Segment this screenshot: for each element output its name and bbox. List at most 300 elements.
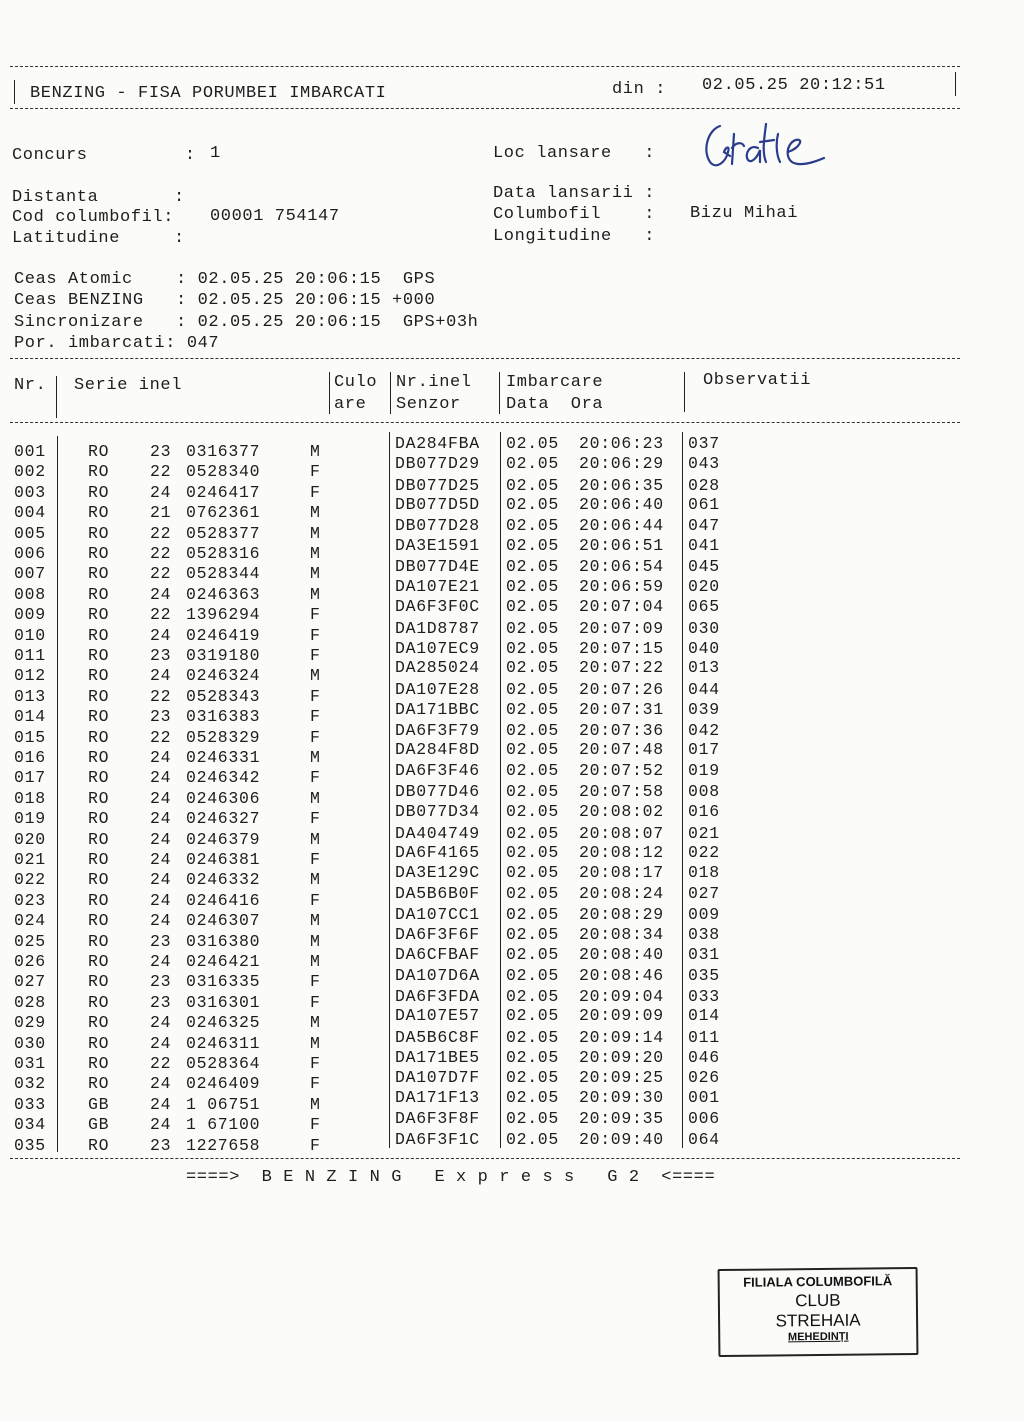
cell-sex: M (310, 1013, 321, 1033)
cell-sex: F (310, 625, 321, 645)
cell-tara: GB (88, 1094, 110, 1114)
cell-ora: 20:08:24 (579, 883, 664, 903)
cell-an: 23 (150, 442, 172, 461)
cell-ora: 20:08:07 (579, 823, 664, 843)
cell-nr: 014 (14, 707, 46, 727)
concurs-value: 1 (210, 144, 221, 163)
cell-senzor: DA107E21 (395, 576, 480, 596)
loc-lansare-label: Loc lansare : (493, 144, 656, 163)
cell-senzor: DA284F8D (395, 740, 480, 759)
cell-ora: 20:08:02 (579, 802, 664, 822)
cell-tara: RO (88, 646, 110, 665)
cell-tara: RO (88, 1033, 110, 1053)
cod-columbofil-value: 00001 754147 (210, 207, 340, 226)
cell-senzor: DA107E28 (395, 679, 480, 699)
cell-obs: 065 (688, 597, 720, 617)
cell-inel: 0246331 (186, 748, 261, 767)
cell-sex: F (310, 992, 321, 1012)
cell-sex: F (310, 1135, 321, 1155)
cell-ora: 20:07:31 (579, 700, 664, 720)
cell-data: 02.05 (506, 720, 560, 740)
cell-senzor: DA107CC1 (395, 905, 480, 925)
cell-nr: 028 (14, 992, 46, 1012)
cell-senzor: DA107E57 (395, 1006, 480, 1026)
cell-inel: 0316383 (186, 707, 261, 727)
cell-nr: 012 (14, 666, 46, 686)
cell-ora: 20:08:46 (579, 966, 664, 986)
cell-tara: RO (88, 992, 110, 1012)
cell-an: 24 (150, 768, 172, 788)
cell-senzor: DA6F3F1C (395, 1129, 480, 1149)
cell-nr: 019 (14, 809, 46, 829)
cell-sex: F (310, 850, 321, 869)
cell-ora: 20:09:20 (579, 1048, 664, 1067)
cell-obs: 047 (688, 515, 720, 535)
cell-sex: M (310, 523, 321, 543)
cell-tara: RO (88, 788, 110, 808)
cell-sex: M (310, 952, 321, 971)
cell-inel: 1227658 (186, 1135, 261, 1155)
cell-ora: 20:06:35 (579, 475, 664, 495)
cell-inel: 0316301 (186, 992, 261, 1012)
benzing-express-banner: ====> B E N Z I N G E x p r e s s G 2 <==== (186, 1168, 716, 1187)
cell-tara: RO (88, 1013, 110, 1033)
din-label: din : (612, 80, 667, 99)
cell-sex: M (310, 1033, 321, 1053)
cell-tara: GB (88, 1115, 110, 1135)
porumbei-imbarcati: Por. imbarcati: 047 (14, 334, 220, 353)
cell-nr: 009 (14, 605, 46, 625)
cell-inel: 0246306 (186, 788, 261, 808)
cell-senzor: DA3E129C (395, 863, 480, 883)
handwritten-loc-lansare (700, 112, 830, 174)
cell-nr: 024 (14, 911, 46, 931)
cell-an: 23 (150, 1135, 172, 1155)
header-bottom-rule (10, 108, 960, 109)
cell-inel: 0246307 (186, 911, 261, 931)
cell-an: 24 (150, 890, 172, 910)
cell-an: 24 (150, 1074, 172, 1094)
cell-obs: 064 (688, 1129, 720, 1149)
cell-senzor: DA107EC9 (395, 639, 480, 658)
header-left-bar (14, 80, 15, 104)
cell-inel: 0246379 (186, 829, 261, 849)
cell-obs: 011 (688, 1027, 720, 1047)
cell-data: 02.05 (506, 740, 560, 759)
stamp-line-3: STREHAIA (775, 1310, 861, 1331)
print-datetime: 02.05.25 20:12:51 (702, 76, 886, 95)
cell-tara: RO (88, 503, 110, 523)
cell-an: 22 (150, 686, 172, 706)
cell-data: 02.05 (506, 761, 560, 781)
col-data-ora: Data Ora (506, 395, 604, 414)
cell-senzor: DA5B6B0F (395, 883, 480, 903)
cell-tara: RO (88, 829, 110, 849)
cell-an: 23 (150, 646, 172, 665)
cell-inel: 0246421 (186, 952, 261, 971)
cell-data: 02.05 (506, 475, 560, 495)
cell-data: 02.05 (506, 658, 560, 678)
cell-nr: 003 (14, 482, 46, 502)
cell-obs: 043 (688, 454, 720, 474)
cell-sex: M (310, 1094, 321, 1114)
col-divider-nr (56, 376, 57, 418)
cell-tara: RO (88, 972, 110, 992)
cell-data: 02.05 (506, 1109, 560, 1129)
col-divider-nrinel (499, 372, 500, 414)
cell-data: 02.05 (506, 639, 560, 658)
table-top-rule (10, 358, 960, 359)
cell-an: 22 (150, 564, 172, 584)
cell-ora: 20:08:17 (579, 863, 664, 883)
cell-sex: F (310, 1054, 321, 1073)
club-stamp (718, 1267, 919, 1357)
cell-senzor: DA171F13 (395, 1087, 480, 1107)
cell-obs: 061 (688, 495, 720, 515)
cell-nr: 025 (14, 931, 46, 951)
cell-senzor: DB077D25 (395, 475, 480, 495)
cell-senzor: DA171BE5 (395, 1048, 480, 1067)
cell-data: 02.05 (506, 700, 560, 720)
cell-tara: RO (88, 523, 110, 543)
cell-nr: 018 (14, 788, 46, 808)
cell-tara: RO (88, 686, 110, 706)
cell-tara: RO (88, 809, 110, 829)
cell-sex: F (310, 972, 321, 992)
cell-ora: 20:08:34 (579, 924, 664, 944)
cell-obs: 031 (688, 945, 720, 964)
cell-data: 02.05 (506, 618, 560, 638)
cell-senzor: DA5B6C8F (395, 1027, 480, 1047)
col-nrinel-2: Senzor (396, 395, 461, 414)
cell-an: 24 (150, 829, 172, 849)
cell-data: 02.05 (506, 986, 560, 1006)
cell-an: 24 (150, 1013, 172, 1033)
cell-data: 02.05 (506, 966, 560, 986)
cell-nr: 005 (14, 523, 46, 543)
cell-nr: 002 (14, 462, 46, 482)
cell-nr: 011 (14, 646, 46, 665)
cell-sex: F (310, 1074, 321, 1094)
cell-sex: M (310, 748, 321, 767)
cell-nr: 007 (14, 564, 46, 584)
ceas-benzing: Ceas BENZING : 02.05.25 20:06:15 +000 (14, 291, 436, 310)
table-bottom-rule (10, 1158, 960, 1159)
cell-ora: 20:06:44 (579, 515, 664, 535)
cell-ora: 20:08:40 (579, 945, 664, 964)
cell-ora: 20:08:12 (579, 843, 664, 862)
cell-senzor: DA6F3F79 (395, 720, 480, 740)
cell-an: 23 (150, 707, 172, 727)
cell-tara: RO (88, 462, 110, 482)
cell-obs: 001 (688, 1087, 720, 1107)
cell-tara: RO (88, 890, 110, 910)
cell-inel: 0319180 (186, 646, 261, 665)
col-imbarcare: Imbarcare (506, 373, 604, 392)
cell-obs: 040 (688, 639, 720, 658)
cell-obs: 046 (688, 1048, 720, 1067)
cell-senzor: DA3E1591 (395, 536, 480, 555)
col-nrinel-1: Nr.inel (396, 373, 472, 392)
cell-an: 23 (150, 931, 172, 951)
cell-tara: RO (88, 748, 110, 767)
cell-data: 02.05 (506, 905, 560, 925)
cell-data: 02.05 (506, 679, 560, 699)
cell-nr: 030 (14, 1033, 46, 1053)
distanta-label: Distanta : (12, 188, 185, 207)
cell-obs: 016 (688, 802, 720, 822)
cell-inel: 0528364 (186, 1054, 261, 1073)
cell-data: 02.05 (506, 843, 560, 862)
cell-an: 21 (150, 503, 172, 523)
cell-obs: 030 (688, 618, 720, 638)
cell-ora: 20:08:29 (579, 905, 664, 925)
cell-an: 24 (150, 625, 172, 645)
cell-ora: 20:09:14 (579, 1027, 664, 1047)
cell-inel: 0316380 (186, 931, 261, 951)
cell-obs: 045 (688, 557, 720, 577)
cell-nr: 031 (14, 1054, 46, 1073)
cell-data: 02.05 (506, 434, 560, 453)
cell-nr: 029 (14, 1013, 46, 1033)
cell-an: 23 (150, 972, 172, 992)
col-serie-inel: Serie inel (74, 376, 183, 395)
cell-senzor: DB077D4E (395, 557, 480, 577)
cell-senzor: DA6F3FDA (395, 986, 480, 1006)
cell-obs: 038 (688, 924, 720, 944)
cell-obs: 027 (688, 883, 720, 903)
cell-an: 24 (150, 1115, 172, 1135)
cell-obs: 033 (688, 986, 720, 1006)
cell-tara: RO (88, 1135, 110, 1155)
concurs-label: Concurs : (12, 146, 196, 165)
cell-nr: 022 (14, 870, 46, 890)
cell-inel: 0246311 (186, 1033, 261, 1053)
cell-ora: 20:07:04 (579, 597, 664, 617)
cell-nr: 017 (14, 768, 46, 788)
cell-nr: 026 (14, 952, 46, 971)
cell-an: 24 (150, 788, 172, 808)
cell-senzor: DA284FBA (395, 434, 480, 453)
cell-tara: RO (88, 564, 110, 584)
cell-inel: 0246417 (186, 482, 261, 502)
cell-obs: 039 (688, 700, 720, 720)
cell-data: 02.05 (506, 863, 560, 883)
cell-an: 24 (150, 809, 172, 829)
cell-ora: 20:06:51 (579, 536, 664, 555)
cell-obs: 028 (688, 475, 720, 495)
document-title: BENZING - FISA PORUMBEI IMBARCATI (30, 84, 387, 103)
cell-inel: 0762361 (186, 503, 261, 523)
cell-sex: M (310, 666, 321, 686)
cell-an: 22 (150, 605, 172, 625)
cell-data: 02.05 (506, 515, 560, 535)
cell-senzor: DA6F3F0C (395, 597, 480, 617)
cell-nr: 034 (14, 1115, 46, 1135)
cell-nr: 033 (14, 1094, 46, 1114)
cell-obs: 022 (688, 843, 720, 862)
col-culoare-1: Culo (334, 373, 378, 392)
cell-sex: F (310, 890, 321, 910)
cell-inel: 0316377 (186, 442, 261, 461)
cell-sex: F (310, 462, 321, 482)
cell-an: 23 (150, 992, 172, 1012)
cell-inel: 0246419 (186, 625, 261, 645)
cell-data: 02.05 (506, 945, 560, 964)
cell-an: 24 (150, 870, 172, 890)
columbofil-label: Columbofil : (493, 205, 656, 224)
cell-inel: 0246332 (186, 870, 261, 890)
cell-ora: 20:07:48 (579, 740, 664, 759)
cell-inel: 0528340 (186, 462, 261, 482)
cell-data: 02.05 (506, 781, 560, 801)
cell-inel: 0246409 (186, 1074, 261, 1094)
cell-nr: 008 (14, 584, 46, 604)
table-header-rule (10, 422, 960, 423)
ceas-atomic: Ceas Atomic : 02.05.25 20:06:15 GPS (14, 270, 436, 289)
cell-obs: 037 (688, 434, 720, 453)
cell-inel: 1 06751 (186, 1094, 261, 1114)
cell-tara: RO (88, 482, 110, 502)
cell-data: 02.05 (506, 495, 560, 515)
cell-ora: 20:07:22 (579, 658, 664, 678)
cell-inel: 0528343 (186, 686, 261, 706)
cell-nr: 013 (14, 686, 46, 706)
cell-inel: 1 67100 (186, 1115, 261, 1135)
cell-obs: 041 (688, 536, 720, 555)
cell-inel: 0528329 (186, 727, 261, 747)
cell-ora: 20:07:36 (579, 720, 664, 740)
cell-inel: 0246327 (186, 809, 261, 829)
cell-nr: 032 (14, 1074, 46, 1094)
cell-obs: 008 (688, 781, 720, 801)
cell-senzor: DA6F3F6F (395, 924, 480, 944)
cell-an: 24 (150, 1094, 172, 1114)
cell-data: 02.05 (506, 576, 560, 596)
cell-data: 02.05 (506, 1048, 560, 1067)
col-culoare-2: are (334, 395, 367, 414)
cell-data: 02.05 (506, 597, 560, 617)
cell-ora: 20:06:40 (579, 495, 664, 515)
cell-tara: RO (88, 544, 110, 563)
cell-data: 02.05 (506, 802, 560, 822)
cell-ora: 20:06:59 (579, 576, 664, 596)
cell-ora: 20:07:58 (579, 781, 664, 801)
cell-ora: 20:09:04 (579, 986, 664, 1006)
cell-inel: 0528344 (186, 564, 261, 584)
cell-inel: 1396294 (186, 605, 261, 625)
cell-senzor: DA107D7F (395, 1068, 480, 1088)
cell-sex: M (310, 503, 321, 523)
cell-an: 24 (150, 748, 172, 767)
cell-ora: 20:07:09 (579, 618, 664, 638)
cell-an: 24 (150, 482, 172, 502)
cell-tara: RO (88, 727, 110, 747)
cell-nr: 035 (14, 1135, 46, 1155)
cell-sex: F (310, 1115, 321, 1135)
cell-obs: 014 (688, 1006, 720, 1026)
cell-senzor: DA285024 (395, 658, 480, 678)
cell-senzor: DB077D29 (395, 454, 480, 474)
cell-obs: 020 (688, 576, 720, 596)
cell-an: 24 (150, 584, 172, 604)
cell-an: 22 (150, 544, 172, 563)
col-divider-culoare (390, 372, 391, 414)
cell-senzor: DB077D28 (395, 515, 480, 535)
cell-sex: F (310, 482, 321, 502)
cell-tara: RO (88, 605, 110, 625)
cell-inel: 0528377 (186, 523, 261, 543)
cell-nr: 004 (14, 503, 46, 523)
cell-tara: RO (88, 625, 110, 645)
cell-obs: 044 (688, 679, 720, 699)
latitudine-label: Latitudine : (12, 229, 185, 248)
cell-an: 22 (150, 1054, 172, 1073)
cell-sex: M (310, 829, 321, 849)
cell-tara: RO (88, 768, 110, 788)
cell-obs: 021 (688, 823, 720, 843)
cell-tara: RO (88, 952, 110, 971)
cell-nr: 027 (14, 972, 46, 992)
cell-sex: M (310, 564, 321, 584)
cell-sex: F (310, 809, 321, 829)
body-divider-nr (57, 436, 58, 1152)
cell-inel: 0246363 (186, 584, 261, 604)
cell-ora: 20:06:23 (579, 434, 664, 453)
data-lansarii-label: Data lansarii : (493, 184, 656, 203)
stamp-line-1: FILIALA COLUMBOFILĂ (743, 1273, 893, 1290)
cell-obs: 035 (688, 966, 720, 986)
header-top-rule (10, 66, 960, 67)
cell-senzor: DA107D6A (395, 966, 480, 986)
cell-obs: 026 (688, 1068, 720, 1088)
cell-inel: 0246325 (186, 1013, 261, 1033)
stamp-line-2: CLUB (795, 1290, 841, 1311)
col-divider-serie (329, 372, 330, 414)
cell-inel: 0246381 (186, 850, 261, 869)
cell-sex: F (310, 707, 321, 727)
cell-ora: 20:09:35 (579, 1109, 664, 1129)
cell-sex: F (310, 768, 321, 788)
cell-data: 02.05 (506, 1068, 560, 1088)
cell-nr: 010 (14, 625, 46, 645)
cell-obs: 018 (688, 863, 720, 883)
columbofil-value: Bizu Mihai (690, 204, 799, 223)
cell-tara: RO (88, 1054, 110, 1073)
cell-obs: 009 (688, 905, 720, 925)
stamp-line-4: MEHEDINȚI (787, 1330, 849, 1344)
cell-data: 02.05 (506, 1129, 560, 1149)
cell-data: 02.05 (506, 1087, 560, 1107)
cell-sex: M (310, 788, 321, 808)
cell-an: 24 (150, 666, 172, 686)
cell-tara: RO (88, 707, 110, 727)
cell-sex: F (310, 605, 321, 625)
longitudine-label: Longitudine : (493, 227, 656, 246)
cell-sex: F (310, 686, 321, 706)
body-divider-culoare (389, 432, 390, 1148)
cell-sex: M (310, 870, 321, 890)
cell-tara: RO (88, 442, 110, 461)
sincronizare: Sincronizare : 02.05.25 20:06:15 GPS+03h (14, 313, 479, 332)
cell-ora: 20:07:52 (579, 761, 664, 781)
cell-ora: 20:09:25 (579, 1068, 664, 1088)
cell-tara: RO (88, 1074, 110, 1094)
cell-senzor: DA1D8787 (395, 618, 480, 638)
cell-senzor: DB077D5D (395, 495, 480, 515)
cell-inel: 0528316 (186, 544, 261, 563)
cell-tara: RO (88, 911, 110, 931)
